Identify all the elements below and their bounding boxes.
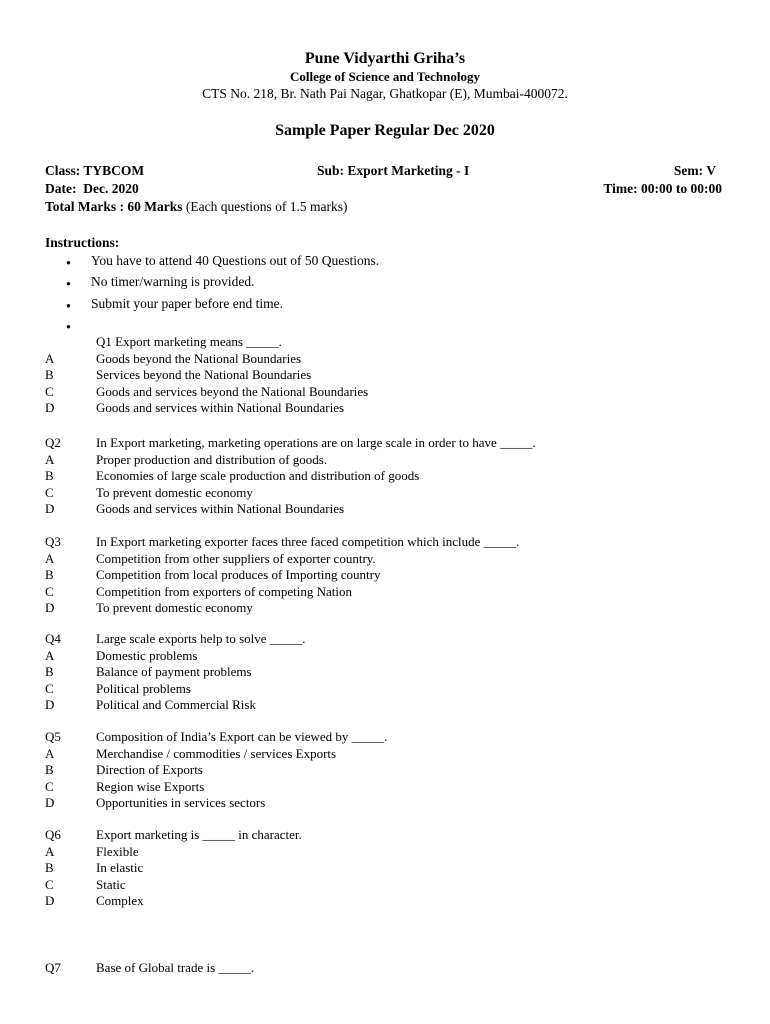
instruction-item: You have to attend 40 Questions out of 50 Questions. (91, 253, 380, 268)
option-label: C (45, 583, 54, 599)
option-text: To prevent domestic economy (96, 600, 253, 615)
bullet-icon: ● (66, 322, 71, 331)
option-text: In elastic (96, 860, 144, 875)
question-number: Q5 (45, 729, 61, 744)
option-text: Complex (96, 893, 144, 908)
bullet-icon: ● (66, 258, 71, 267)
college-name: College of Science and Technology (290, 69, 480, 84)
option-text: Opportunities in services sectors (96, 795, 266, 810)
question-number: Q2 (45, 435, 61, 450)
bullet-icon: ● (66, 279, 71, 288)
option-text: Region wise Exports (96, 778, 205, 794)
option-text: Competition from exporters of competing Nation (96, 583, 352, 599)
option-label: D (45, 600, 55, 615)
option-text: Balance of payment problems (96, 664, 252, 679)
option-label: D (45, 697, 55, 712)
option-text: Goods and services within National Boundaries (96, 501, 345, 516)
total-marks (45, 199, 347, 215)
option-label: B (45, 367, 54, 382)
instruction-item: Submit your paper before end time. (91, 296, 283, 311)
option-label: B (45, 468, 54, 483)
option-text: Domestic problems (96, 647, 198, 663)
total-marks-note: (Each questions of 1.5 marks) (182, 199, 348, 214)
time-label: Time: 00:00 to 00:00 (603, 181, 722, 196)
question-number: Q7 (45, 960, 61, 975)
instruction-item: No timer/warning is provided. (91, 274, 255, 289)
question-text: In Export marketing, marketing operations are on large scale in order to have _____. (96, 435, 536, 450)
semester-label: Sem: V (673, 163, 716, 178)
option-text: Political and Commercial Risk (96, 697, 256, 712)
option-text: Competition from other suppliers of exporter country. (96, 550, 376, 566)
subject-label: Sub: Export Marketing - I (317, 163, 470, 178)
question-number: Q3 (45, 534, 61, 549)
option-label: A (45, 451, 55, 467)
question-number: Q6 (45, 827, 61, 842)
option-label: D (45, 893, 55, 908)
option-text: Goods beyond the National Boundaries (96, 350, 302, 366)
question-text: Base of Global trade is _____. (96, 960, 255, 975)
option-label: D (45, 501, 55, 516)
option-label: A (45, 550, 55, 566)
question-text: Export marketing is _____ in character. (96, 827, 302, 842)
option-text: Direction of Exports (96, 762, 203, 777)
date-label: Date: Dec. 2020 (45, 181, 139, 196)
option-label: C (45, 876, 54, 892)
option-label: B (45, 860, 54, 875)
total-marks-value: Total Marks : 60 Marks (45, 199, 183, 214)
option-label: C (45, 383, 54, 399)
question-text: Composition of India’s Export can be viewed by _____. (96, 729, 388, 744)
option-text: Services beyond the National Boundaries (96, 367, 312, 382)
option-label: C (45, 680, 54, 696)
option-text: Economies of large scale production and distribution of goods (96, 468, 420, 483)
option-label: A (45, 647, 55, 663)
option-label: A (45, 843, 55, 859)
bullet-icon: ● (66, 301, 71, 310)
option-text: Goods and services beyond the National Boundaries (96, 383, 369, 399)
option-text: Goods and services within National Boundaries (96, 400, 345, 415)
option-text: Competition from local produces of Importing country (96, 567, 381, 582)
college-address: CTS No. 218, Br. Nath Pai Nagar, Ghatkopar (E), Mumbai-400072. (202, 86, 568, 101)
option-label: C (45, 778, 54, 794)
option-text: Static (96, 876, 126, 892)
paper-title: Sample Paper Regular Dec 2020 (275, 122, 495, 139)
instructions-heading: Instructions: (45, 235, 120, 250)
option-label: B (45, 762, 54, 777)
option-label: C (45, 484, 54, 500)
option-label: A (45, 350, 55, 366)
class-label: Class: TYBCOM (45, 163, 145, 178)
question-text: Large scale exports help to solve _____. (96, 631, 306, 646)
option-text: To prevent domestic economy (96, 484, 253, 500)
option-text: Flexible (96, 843, 139, 859)
question-number: Q4 (45, 631, 61, 646)
option-text: Merchandise / commodities / services Exports (96, 745, 337, 761)
option-label: B (45, 567, 54, 582)
option-text: Proper production and distribution of goods. (96, 451, 328, 467)
institute-name: Pune Vidyarthi Griha’s (304, 50, 466, 67)
option-label: D (45, 795, 55, 810)
option-label: D (45, 400, 55, 415)
option-label: B (45, 664, 54, 679)
option-text: Political problems (96, 680, 191, 696)
question-text: In Export marketing exporter faces three faced competition which include _____. (96, 534, 520, 549)
question-text: Q1 Export marketing means _____. (96, 334, 282, 349)
option-label: A (45, 745, 55, 761)
